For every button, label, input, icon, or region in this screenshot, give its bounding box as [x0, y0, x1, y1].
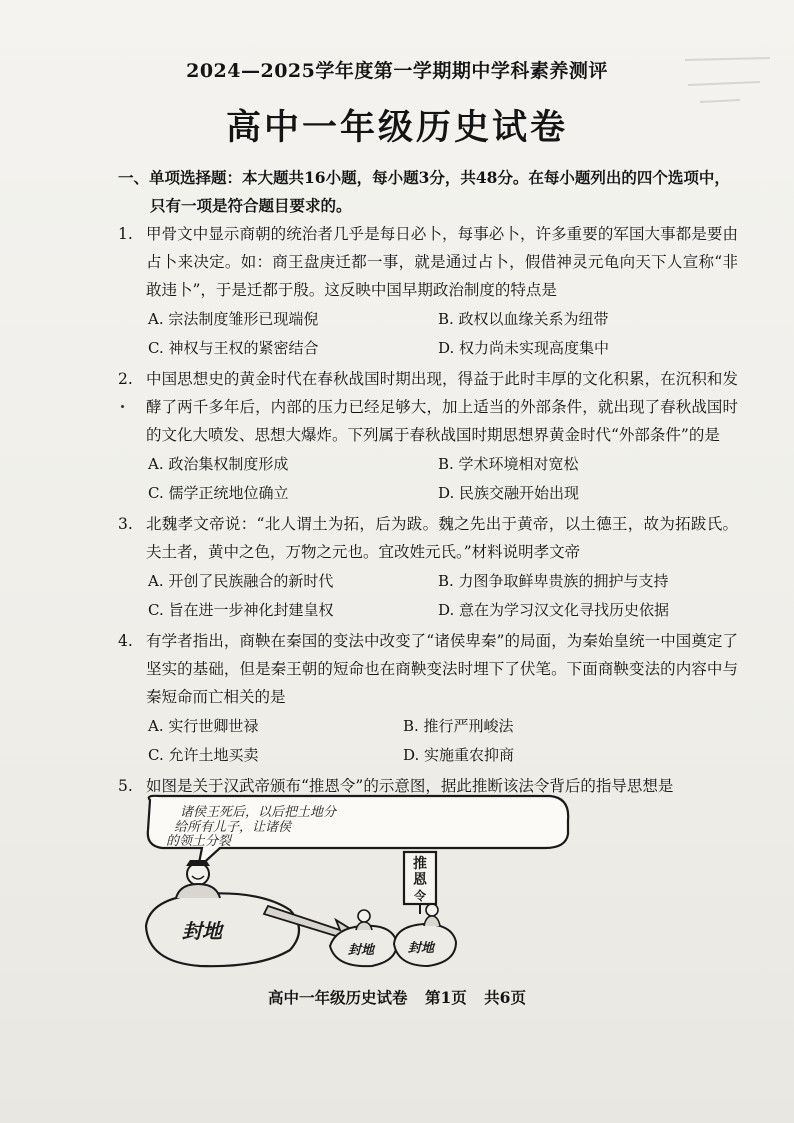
- exam-header: 2024—2025学年度第一学期期中学科素养测评: [186, 60, 608, 82]
- big-fief-label: 封地: [182, 919, 222, 943]
- stray-dot: [121, 405, 124, 408]
- sign-char-1: 推: [413, 856, 427, 872]
- question-number: 2.: [118, 370, 133, 388]
- option-group: [118, 305, 738, 363]
- tuienling-cartoon: [140, 790, 580, 970]
- option-c[interactable]: C. 儒学正统地位确立: [148, 484, 289, 502]
- question-1: [118, 220, 738, 363]
- question-list: [118, 220, 738, 800]
- option-b[interactable]: B. 推行严刑峻法: [403, 717, 514, 735]
- emperor-figure: [176, 860, 220, 898]
- question-number: 1.: [118, 225, 133, 243]
- speech-line-1: 诸侯王死后，以后把土地分: [180, 805, 337, 820]
- option-a[interactable]: A. 开创了民族融合的新时代: [148, 572, 334, 590]
- option-d[interactable]: D. 民族交融开始出现: [438, 484, 580, 502]
- section-instructions-line2: 只有一项是符合题目要求的。: [150, 196, 352, 215]
- section-instructions: [118, 164, 738, 220]
- option-c[interactable]: C. 神权与王权的紧密结合: [148, 339, 319, 357]
- sign-char-3: 令: [413, 889, 427, 903]
- footer-total-pages: 共6页: [484, 988, 526, 1007]
- page-footer: [0, 986, 794, 1008]
- sign-char-2: 恩: [413, 872, 427, 888]
- option-c[interactable]: C. 旨在进一步神化封建皇权: [148, 601, 334, 619]
- option-a[interactable]: A. 实行世卿世禄: [148, 717, 259, 735]
- footer-exam-name: 高中一年级历史试卷: [268, 988, 408, 1007]
- speech-line-3: 的领土分裂: [166, 834, 232, 849]
- option-b[interactable]: B. 学术环境相对宽松: [438, 455, 579, 473]
- small-fief-label-2: 封地: [408, 941, 435, 956]
- option-d[interactable]: D. 权力尚未实现高度集中: [438, 339, 610, 357]
- question-4: [118, 627, 738, 770]
- option-a[interactable]: A. 政治集权制度形成: [148, 455, 289, 473]
- option-a[interactable]: A. 宗法制度雏形已现端倪: [148, 310, 319, 328]
- question-3: [118, 510, 738, 625]
- question-number: 5.: [118, 777, 133, 795]
- question-number: 4.: [118, 632, 133, 650]
- exam-title: 高中一年级历史试卷: [225, 107, 568, 148]
- speech-line-2: 给所有儿子，让诸侯: [174, 820, 292, 835]
- section-instructions-line1: 一、单项选择题：本大题共16小题，每小题3分，共48分。在每小题列出的四个选项中，: [118, 168, 730, 187]
- question-stem: 有学者指出，商鞅在秦国的变法中改变了“诸侯卑秦”的局面，为秦始皇统一中国奠定了坚实的基础，但是秦王朝的短命也在商鞅变法时埋下了伏笔。下面商鞅变法的内容中与秦短命而亡相关的是: [146, 632, 738, 706]
- option-group: [118, 567, 738, 625]
- son-figure-2: [424, 904, 440, 926]
- option-group: [118, 712, 738, 770]
- small-fief-label-1: 封地: [348, 943, 375, 958]
- question-stem: 甲骨文中显示商朝的统治者几乎是每日必卜，每事必卜，许多重要的军国大事都是要由占卜来决定。如：商王盘庚迁都一事，就是通过占卜，假借神灵元龟向天下人宣称“非敢违卜”，于是迁都于殷。这反映中国早期政治制度的特点是: [146, 225, 738, 299]
- option-d[interactable]: D. 实施重农抑商: [403, 746, 515, 764]
- option-b[interactable]: B. 力图争取鲜卑贵族的拥护与支持: [438, 572, 669, 590]
- option-d[interactable]: D. 意在为学习汉文化寻找历史依据: [438, 601, 670, 619]
- option-b[interactable]: B. 政权以血缘关系为纽带: [438, 310, 609, 328]
- son-figure-1: [356, 910, 372, 930]
- question-stem: 中国思想史的黄金时代在春秋战国时期出现，得益于此时丰厚的文化积累，在沉积和发酵了两千多年后，内部的压力已经足够大，加上适当的外部条件，就出现了春秋战国时的文化大喷发、思想大爆炸。下列属于春秋战国时期思想界黄金时代“外部条件”的是: [146, 370, 738, 444]
- option-c[interactable]: C. 允许土地买卖: [148, 746, 259, 764]
- question-stem: 北魏孝文帝说：“北人谓土为拓，后为跋。魏之先出于黄帝，以土德王，故为拓跋氏。夫土者，黄中之色，万物之元也。宜改姓元氏。”材料说明孝文帝: [146, 515, 738, 561]
- question-stem: 如图是关于汉武帝颁布“推恩令”的示意图，据此推断该法令背后的指导思想是: [146, 777, 674, 795]
- footer-page-number: 第1页: [424, 988, 467, 1007]
- option-group: [118, 450, 738, 508]
- tuienling-sign: [404, 852, 436, 914]
- cartoon-drawing: [140, 790, 580, 970]
- question-2: [118, 365, 738, 508]
- question-number: 3.: [118, 515, 133, 533]
- big-fief-land: [146, 893, 299, 966]
